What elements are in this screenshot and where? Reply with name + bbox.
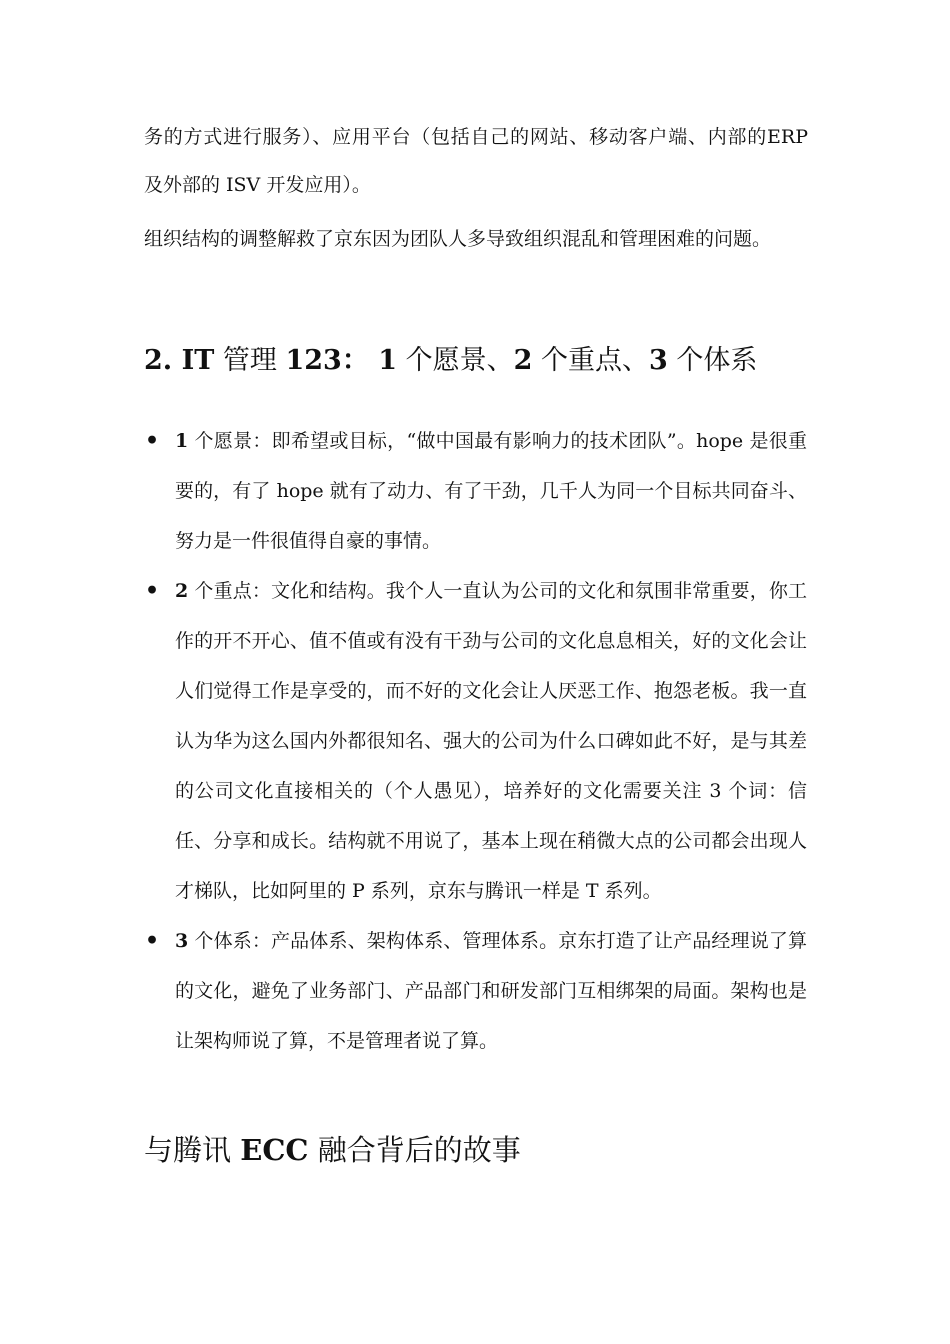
heading-text-2: 个重点、 xyxy=(532,345,650,376)
bullet-text: 个体系：产品体系、架构体系、管理体系。京东打造了让产品经理说了算的文化，避免了业务部门、产品部门和研发部门互相绑架的局面。架构也是让架构师说了算，不是管理者说了算。 xyxy=(175,930,807,1052)
heading-mid: 管理 xyxy=(214,345,286,376)
heading-num-123: 123 xyxy=(285,345,342,376)
bullet-number: 2 xyxy=(175,580,189,602)
heading-num-3: 3 xyxy=(649,345,668,376)
heading3-post: 融合背后的故事 xyxy=(308,1133,521,1167)
heading-text-1: 个愿景、 xyxy=(397,345,514,376)
list-item xyxy=(144,566,807,916)
section-heading-tencent-ecc xyxy=(144,1128,804,1172)
heading-colon: ： xyxy=(341,345,379,376)
heading3-pre: 与腾讯 xyxy=(144,1133,241,1167)
bullet-dot-icon: • xyxy=(145,428,160,454)
bullet-text: 个愿景：即希望或目标，“做中国最有影响力的技术团队”。hope 是很重要的，有了 hope 就有了动力、有了干劲，几千人为同一个目标共同奋斗、努力是一件很值得自豪的事情。 xyxy=(175,430,807,552)
heading3-ecc: ECC xyxy=(240,1133,309,1167)
org-structure-paragraph: 组织结构的调整解救了京东因为团队人多导致组织混乱和管理困难的问题。 xyxy=(144,228,772,250)
section-heading-it-management xyxy=(144,341,824,381)
list-item xyxy=(144,416,807,566)
list-item xyxy=(144,916,807,1066)
heading-prefix: 2. IT xyxy=(144,345,215,376)
heading-text-3: 个体系 xyxy=(667,345,758,376)
bullet-list xyxy=(144,416,824,1066)
intro-paragraph: 务的方式进行服务）、应用平台（包括自己的网站、移动客户端、内部的ERP 及外部的 ISV 开发应用）。 xyxy=(144,126,808,196)
bullet-number: 1 xyxy=(175,430,189,452)
bullet-dot-icon: • xyxy=(145,578,160,604)
heading-num-1: 1 xyxy=(378,345,398,376)
bullet-text: 个重点：文化和结构。我个人一直认为公司的文化和氛围非常重要，你工作的开不开心、值不值或有没有干劲与公司的文化息息相关，好的文化会让人们觉得工作是享受的，而不好的文化会让人厌恶工作、抱怨老板。我一直认为华为这么国内外都很知名、强大的公司为什么口碑如此不好，是与其差的公司文化直接相关的（个人愚见），培养好的文化需要关注 3 个词：信任、分享和成长。结构就不用说了，基本上现在稍微大点的公司都会出现人才梯队，比如阿里的 P 系列，京东与腾讯一样是 T 系列。 xyxy=(175,580,807,902)
bullet-dot-icon: • xyxy=(145,928,160,954)
bullet-number: 3 xyxy=(175,930,189,952)
heading-num-2: 2 xyxy=(513,345,533,376)
